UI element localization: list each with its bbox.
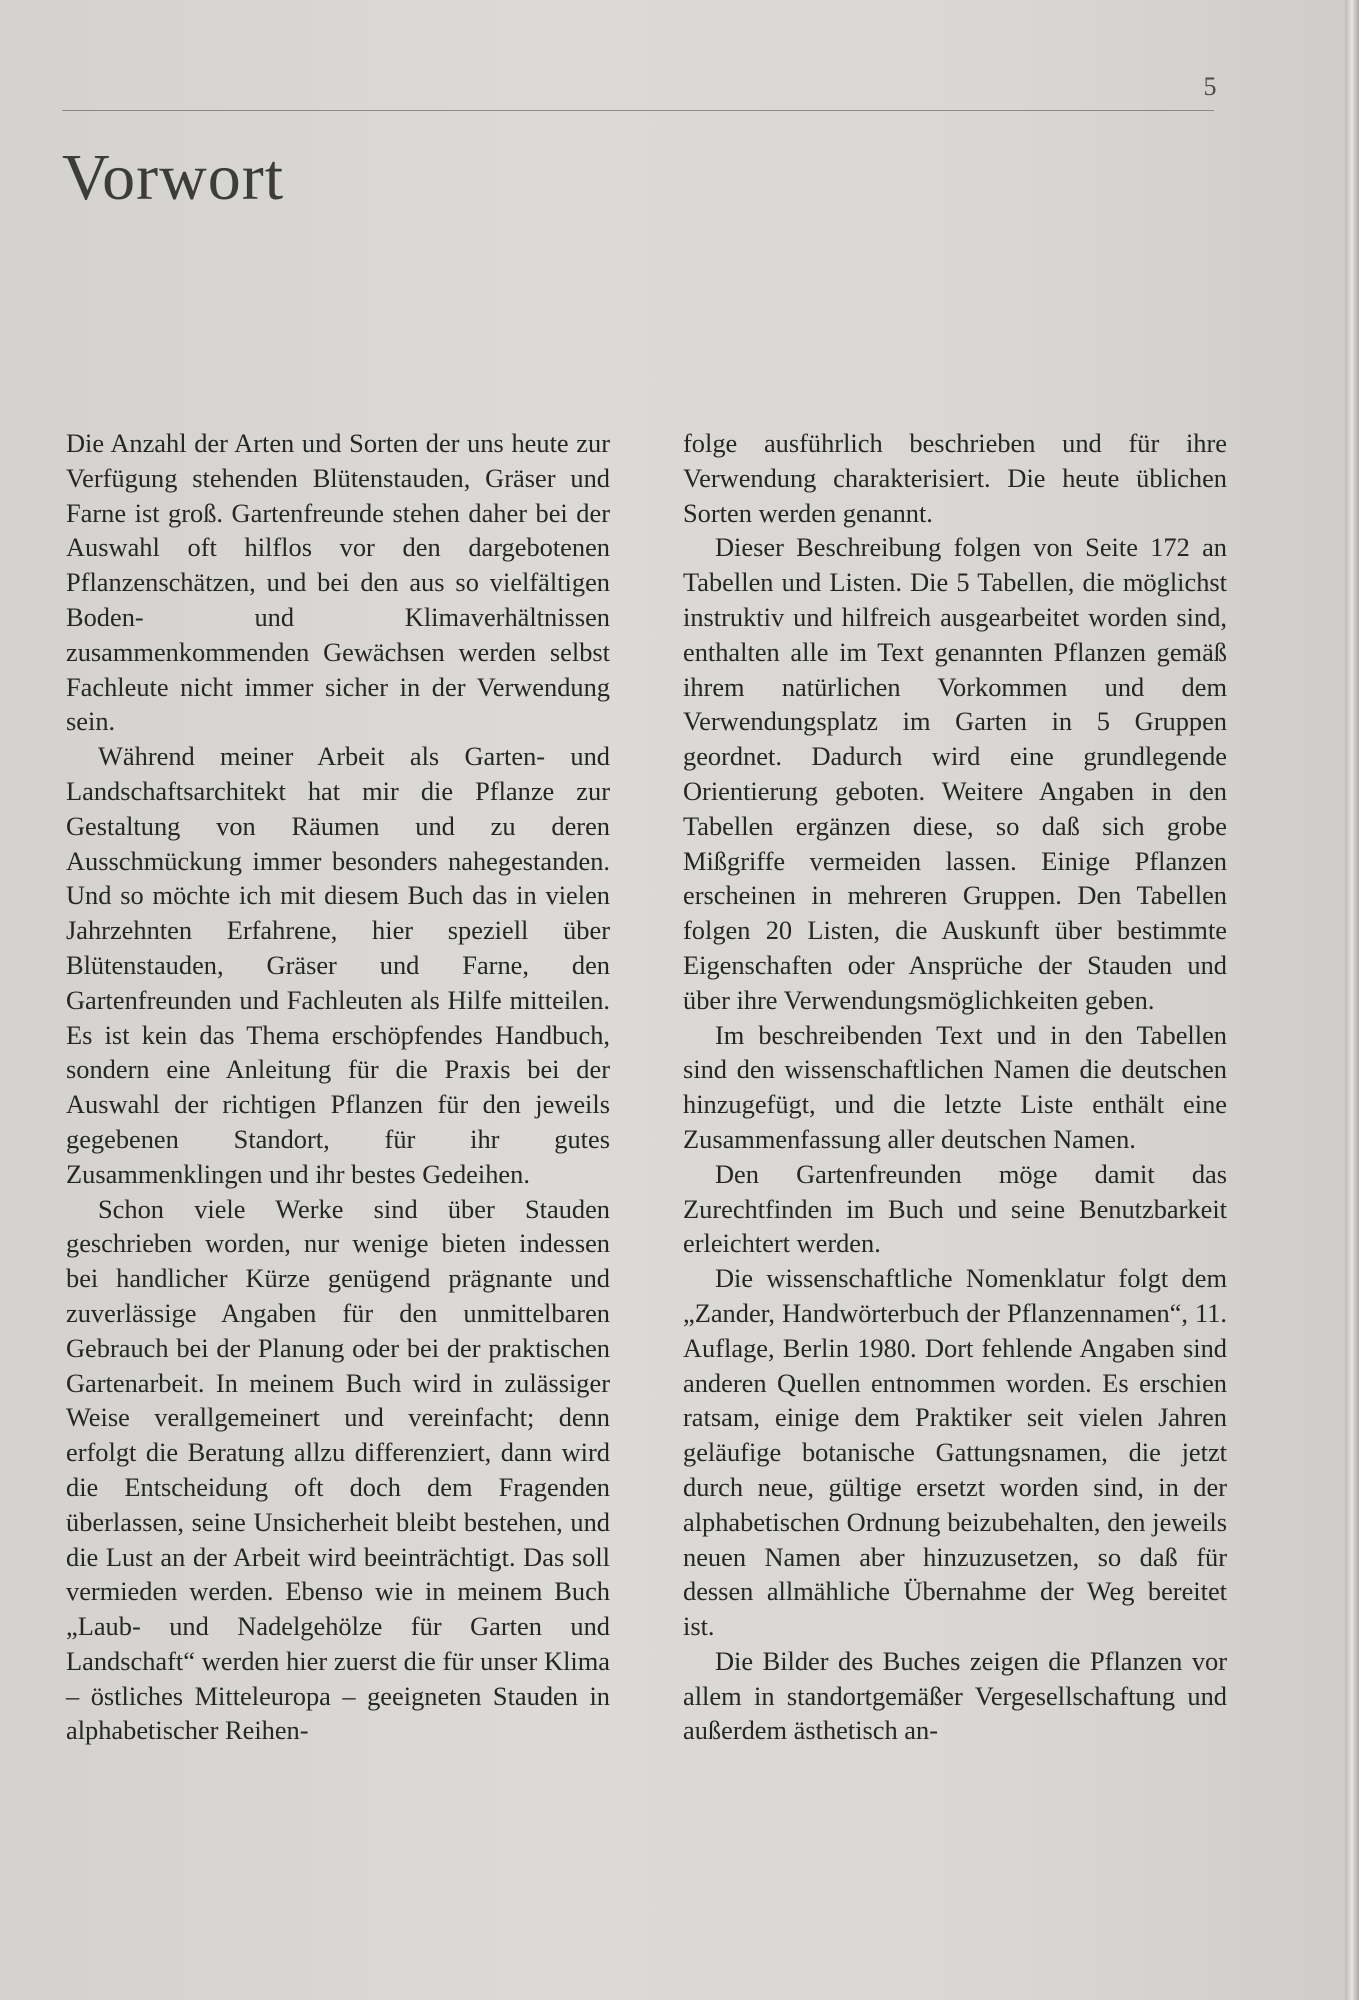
- text-column-right: [683, 426, 1227, 1748]
- paragraph: Im beschreibenden Text und in den Tabellen sind den wissenschaftlichen Namen die deutschen hinzugefügt, und die letzte Liste enthält eine Zusammenfassung aller deutschen Namen.: [683, 1019, 1227, 1154]
- paragraph: Die wissenschaftliche Nomenklatur folgt dem „Zander, Handwörterbuch der Pflanzennamen“, 11. Auflage, Berlin 1980. Dort fehlende Angaben sind anderen Quellen entnommen worden. Es erschien ratsam, einige dem Praktiker seit vielen Jahren geläufige botanische Gattungsnamen, die jetzt durch neue, gültige ersetzt worden sind, in der alphabetischen Ordnung beizubehalten, den jeweils neuen Namen aber hinzuzusetzen, so daß für dessen allmähliche Übernahme der Weg bereitet ist.: [683, 1263, 1227, 1642]
- text-column-left: [66, 426, 610, 1748]
- header-rule: [62, 110, 1214, 111]
- paragraph: Die Anzahl der Arten und Sorten der uns heute zur Verfügung stehenden Blütenstauden, Gräser und Farne ist groß. Gartenfreunde stehen daher bei der Auswahl oft hilflos vor den dargebotenen Pflanzenschätzen, und bei den aus so vielfältigen Boden- und Klimaverhältnissen zusammenkommenden Gewächsen werden selbst Fachleute nicht immer sicher in der Verwendung sein.: [66, 428, 610, 737]
- page-edge: [1345, 0, 1359, 2000]
- paragraph: Den Gartenfreunden möge damit das Zurechtfinden im Buch und seine Benutzbarkeit erleichtert werden.: [683, 1158, 1227, 1259]
- paragraph: Schon viele Werke sind über Stauden geschrieben worden, nur wenige bieten indessen bei handlicher Kürze genügend prägnante und zuverlässige Angaben für den unmittelbaren Gebrauch bei der Planung oder bei der praktischen Gartenarbeit. In meinem Buch wird in zulässiger Weise verallgemeinert und vereinfacht; denn erfolgt die Beratung allzu differenziert, dann wird die Entscheidung oft doch dem Fragenden überlassen, seine Unsicherheit bleibt bestehen, und die Lust an der Arbeit wird beeinträchtigt. Das soll vermieden werden. Ebenso wie in meinem Buch „Laub- und Nadelgehölze für Garten und Landschaft“ werden hier zuerst die für unser Klima – östliches Mitteleuropa – geeigneten Stauden in alphabetischer Reihen-: [66, 1193, 610, 1746]
- page-number: 5: [1203, 72, 1217, 101]
- paragraph: Dieser Beschreibung folgen von Seite 172 an Tabellen und Listen. Die 5 Tabellen, die möglichst instruktiv und hilfreich ausgearbeitet worden sind, enthalten alle im Text genannten Pflanzen gemäß ihrem natürlichen Vorkommen und dem Verwendungsplatz im Garten in 5 Gruppen geordnet. Dadurch wird eine grundlegende Orientierung geboten. Weitere Angaben in den Tabellen ergänzen diese, so daß sich grobe Mißgriffe vermeiden lassen. Einige Pflanzen erscheinen in mehreren Gruppen. Den Tabellen folgen 20 Listen, die Auskunft über bestimmte Eigenschaften oder Ansprüche der Stauden und über ihre Verwendungsmöglichkeiten geben.: [683, 532, 1227, 1015]
- paragraph: Während meiner Arbeit als Garten- und Landschaftsarchitekt hat mir die Pflanze zur Gestaltung von Räumen und zu deren Ausschmückung immer besonders nahegestanden. Und so möchte ich mit diesem Buch das in vielen Jahrzehnten Erfahrene, hier speziell über Blütenstauden, Gräser und Farne, den Gartenfreunden und Fachleuten als Hilfe mitteilen. Es ist kein das Thema erschöpfendes Handbuch, sondern eine Anleitung für die Praxis bei der Auswahl der richtigen Pflanzen für den jeweils gegebenen Standort, für ihr gutes Zusammenklingen und ihr bestes Gedeihen.: [66, 741, 610, 1189]
- paragraph: Die Bilder des Buches zeigen die Pflanzen vor allem in standortgemäßer Vergesellschaftung und außerdem ästhetisch an-: [683, 1645, 1227, 1746]
- chapter-title: Vorwort: [62, 141, 285, 214]
- paragraph: folge ausführlich beschrieben und für ihre Verwendung charakterisiert. Die heute üblichen Sorten werden genannt.: [683, 428, 1227, 528]
